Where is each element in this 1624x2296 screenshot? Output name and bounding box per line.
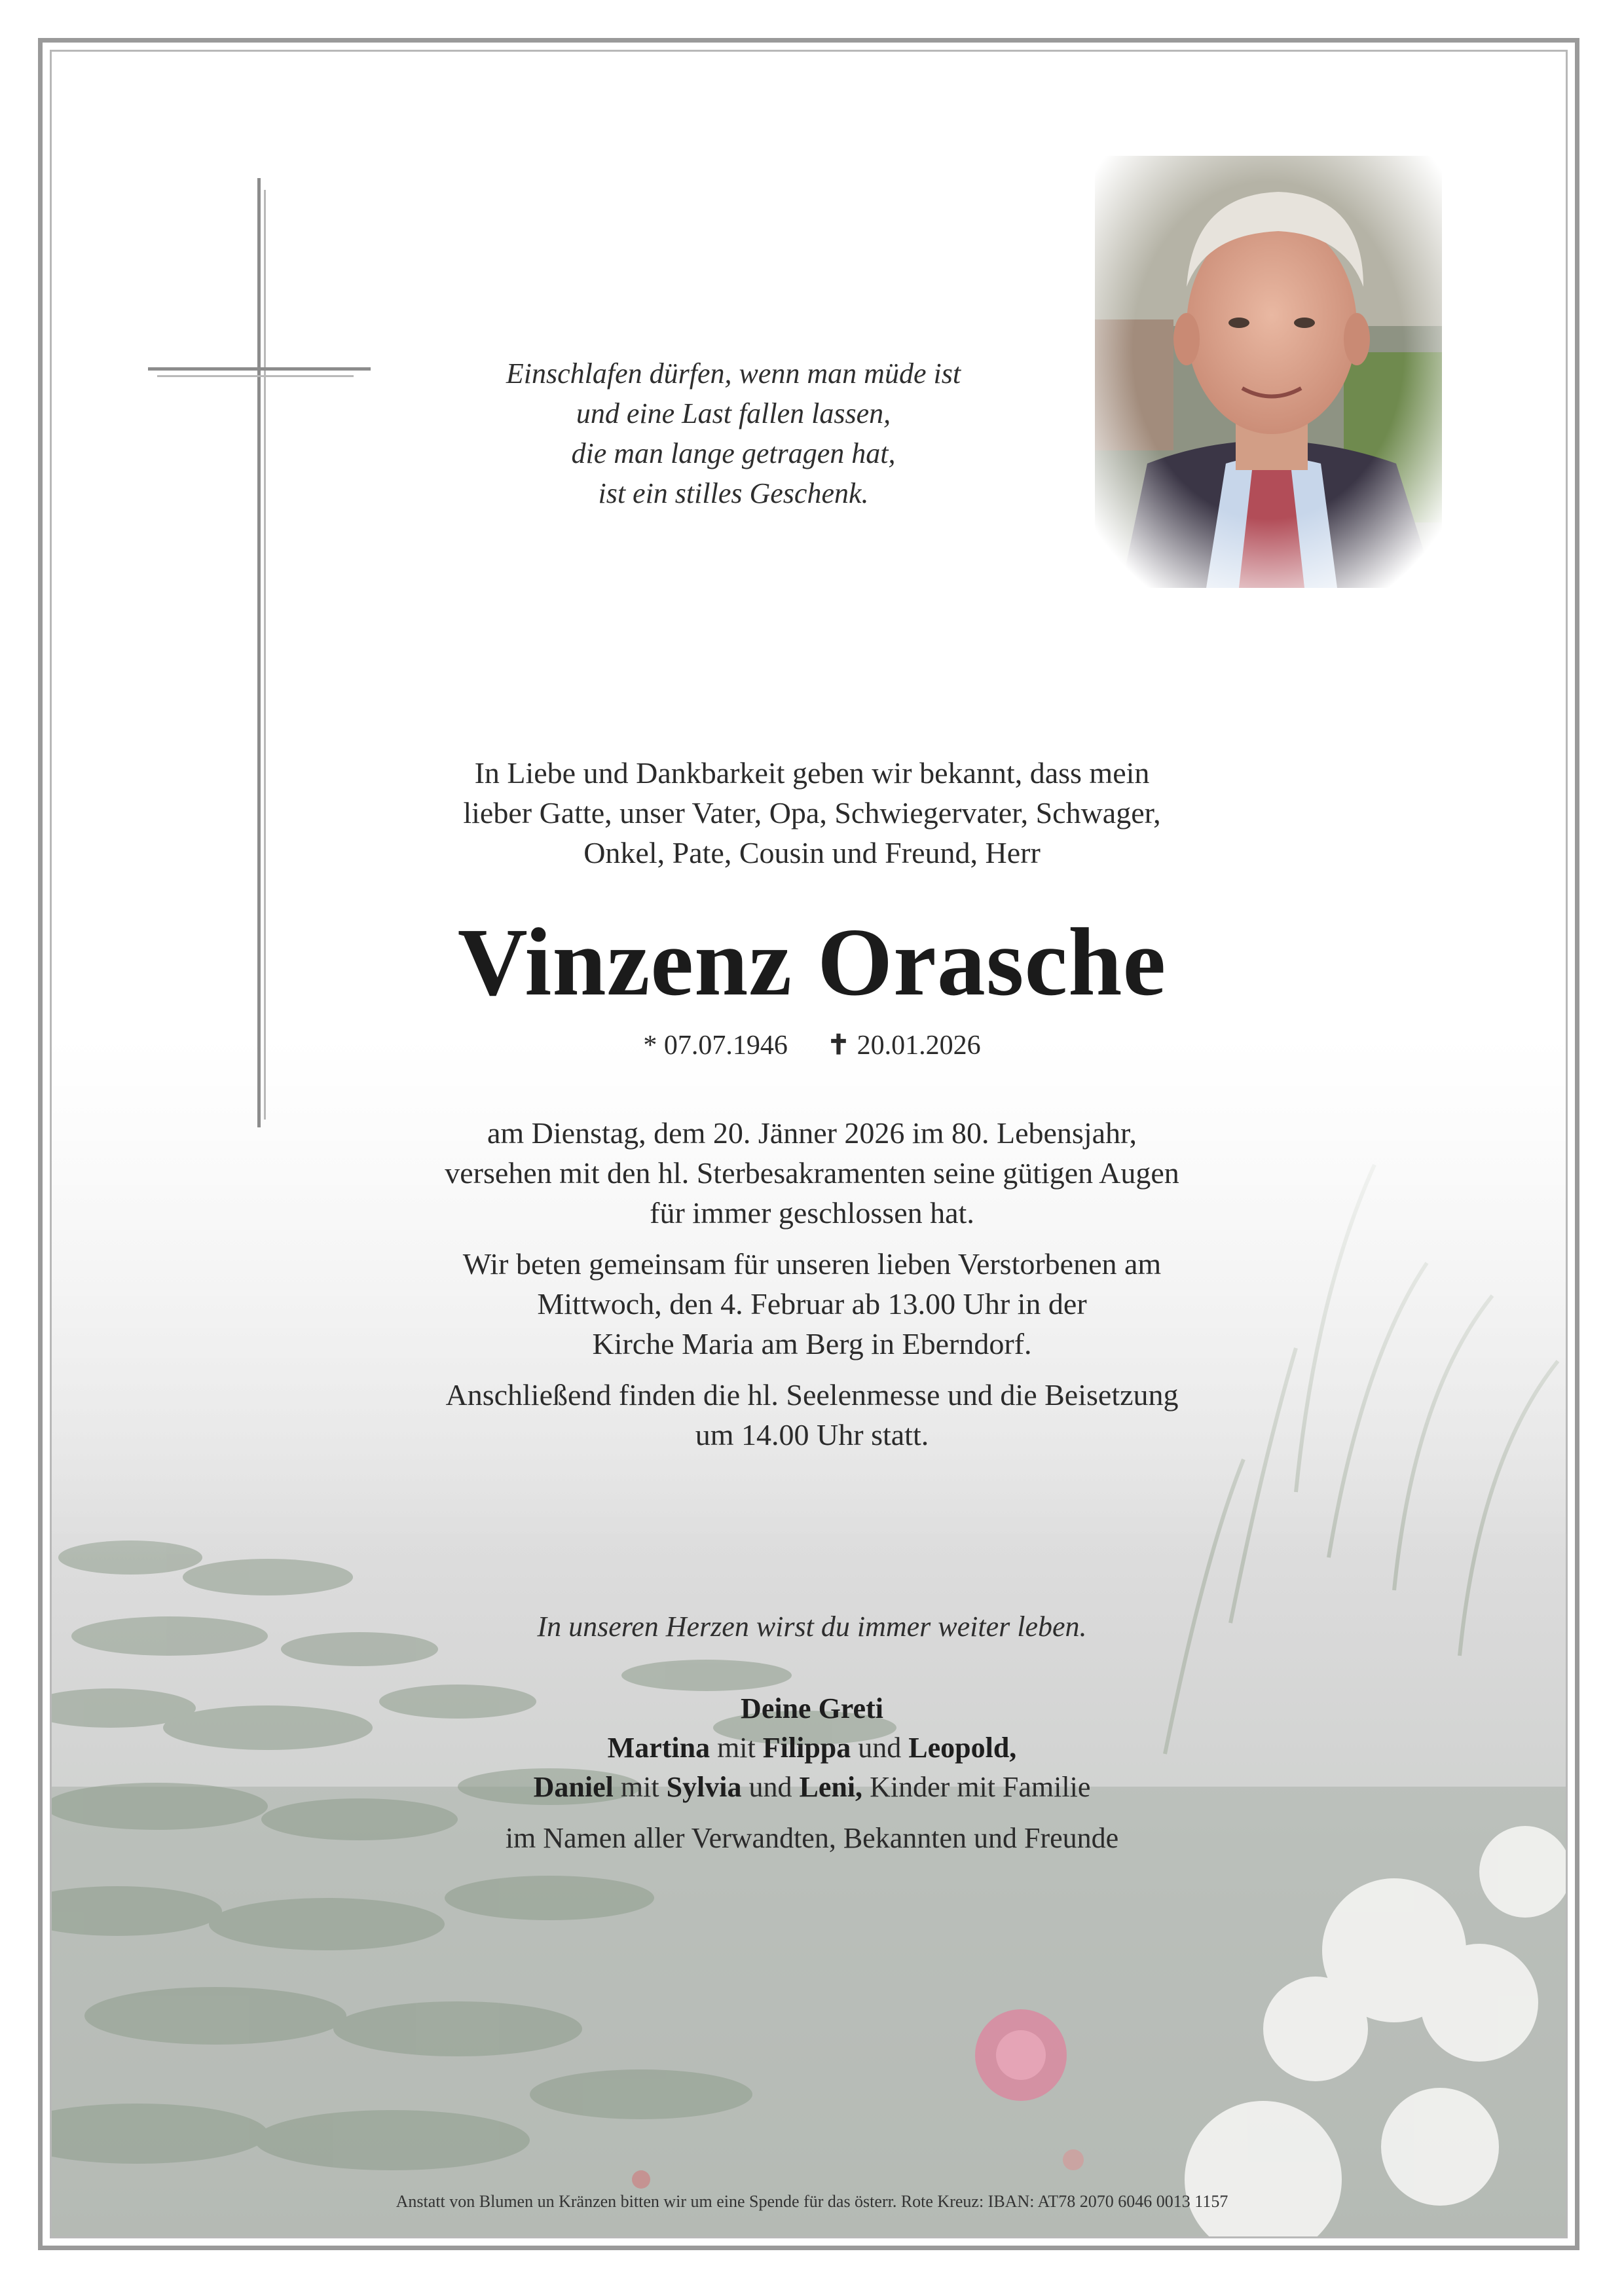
mourner-line — [0, 1768, 1624, 1807]
intro-line: lieber Gatte, unser Vater, Opa, Schwiegervater, Schwager, — [463, 796, 1161, 829]
paragraph-prayer — [0, 1244, 1624, 1364]
paragraph-line: für immer geschlossen hat. — [650, 1196, 974, 1230]
connector-text: und — [851, 1732, 909, 1764]
mourner-name: Leni, — [799, 1771, 863, 1803]
poem-line: Einschlafen dürfen, wenn man müde ist — [506, 357, 961, 390]
connector-text: mit — [710, 1732, 763, 1764]
intro-line: In Liebe und Dankbarkeit geben wir bekannt, dass mein — [474, 756, 1150, 790]
paragraph-line: versehen mit den hl. Sterbesakramenten seine gütigen Augen — [445, 1156, 1179, 1190]
paragraph-death — [0, 1113, 1624, 1233]
paragraph-funeral — [0, 1375, 1624, 1455]
mourner-name: Leopold, — [908, 1732, 1017, 1764]
paragraph-line: Anschließend finden die hl. Seelenmesse und die Beisetzung — [445, 1378, 1179, 1412]
poem-line: ist ein stilles Geschenk. — [598, 477, 869, 509]
memorial-motto: In unseren Herzen wirst du immer weiter leben. — [537, 1611, 1087, 1643]
mourner-line — [0, 1689, 1624, 1728]
paragraph-line: Kirche Maria am Berg in Eberndorf. — [592, 1327, 1032, 1360]
life-dates — [0, 1028, 1624, 1063]
death-date: 20.01.2026 — [857, 1030, 981, 1061]
deceased-name: Vinzenz Orasche — [457, 909, 1167, 1016]
mourner-name: Filippa — [762, 1732, 851, 1764]
mourner-name: Deine Greti — [741, 1692, 883, 1724]
mourner-name: Daniel — [533, 1771, 614, 1803]
mourner-name: Sylvia — [666, 1771, 742, 1803]
closing-line: im Namen aller Verwandten, Bekannten und Freunde — [505, 1822, 1119, 1854]
paragraph-line: Wir beten gemeinsam für unseren lieben Verstorbenen am — [462, 1247, 1162, 1281]
announcement-intro — [0, 753, 1624, 873]
birth-date: * 07.07.1946 — [643, 1030, 788, 1061]
donation-note: Anstatt von Blumen un Kränzen bitten wir um eine Spende für das österr. Rote Kreuz: IBAN: AT78 2070 6046 0013 1157 — [396, 2192, 1228, 2211]
death-cross-icon: ✝ — [826, 1030, 851, 1061]
poem-line: die man lange getragen hat, — [571, 437, 896, 469]
connector-text: mit — [613, 1771, 667, 1803]
intro-line: Onkel, Pate, Cousin und Freund, Herr — [583, 836, 1041, 869]
paragraph-line: um 14.00 Uhr statt. — [695, 1418, 929, 1451]
mourner-line — [0, 1728, 1624, 1768]
mourner-name: Martina — [607, 1732, 710, 1764]
paragraph-line: am Dienstag, dem 20. Jänner 2026 im 80. Lebensjahr, — [487, 1116, 1137, 1150]
connector-text: Kinder mit Familie — [862, 1771, 1091, 1803]
mourners-list — [0, 1689, 1624, 1858]
paragraph-line: Mittwoch, den 4. Februar ab 13.00 Uhr in der — [537, 1287, 1087, 1321]
poem-line: und eine Last fallen lassen, — [576, 397, 891, 429]
poem — [406, 354, 1061, 513]
portrait-photo — [1095, 156, 1442, 588]
connector-text: und — [741, 1771, 800, 1803]
